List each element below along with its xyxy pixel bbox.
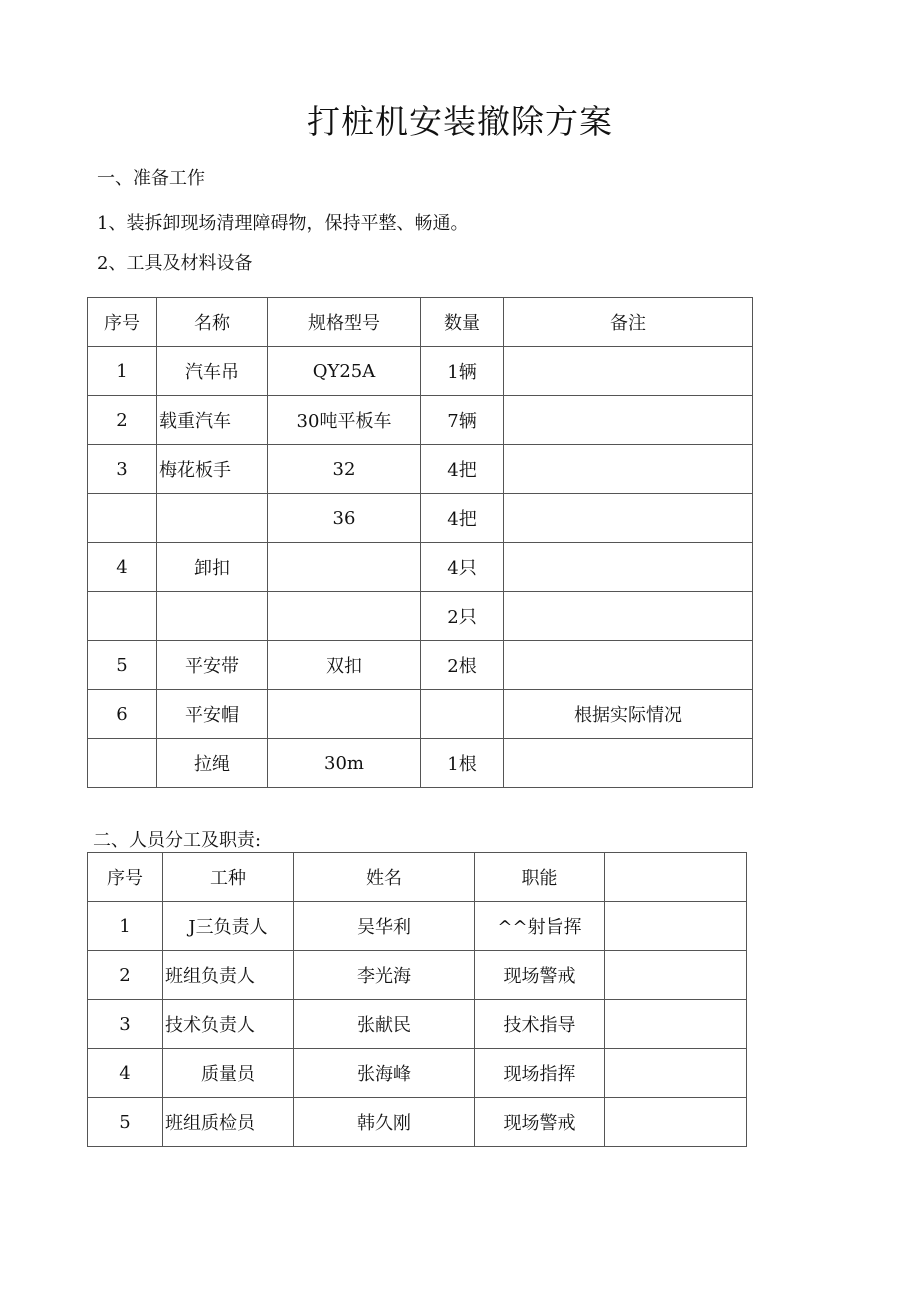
table-row	[88, 951, 747, 1000]
cell-remark	[504, 494, 753, 543]
cell-person-name: 韩久刚	[294, 1098, 475, 1147]
cell-spec	[268, 543, 421, 592]
table-row	[88, 494, 753, 543]
cell-person-name: 李光海	[294, 951, 475, 1000]
cell-remark	[504, 592, 753, 641]
header-cell: 姓名	[294, 853, 475, 902]
cell-index: 3	[88, 445, 157, 494]
header-cell: 职能	[475, 853, 605, 902]
cell-duty: 现场警戒	[475, 1098, 605, 1147]
cell-spec: 32	[268, 445, 421, 494]
cell-remark	[504, 641, 753, 690]
cell-index: 4	[88, 543, 157, 592]
header-cell: 数量	[421, 298, 504, 347]
cell-name: 梅花板手	[157, 445, 268, 494]
header-cell: 名称	[157, 298, 268, 347]
cell-remark	[504, 445, 753, 494]
table-row	[88, 739, 753, 788]
table-row	[88, 543, 753, 592]
cell-quantity: 4把	[421, 494, 504, 543]
cell-extra	[605, 1000, 747, 1049]
table-row	[88, 1000, 747, 1049]
section2-heading: 二、人员分工及职责:	[93, 830, 262, 851]
cell-quantity: 4只	[421, 543, 504, 592]
cell-name: 汽车吊	[157, 347, 268, 396]
header-cell: 工种	[163, 853, 294, 902]
cell-job: J三负责人	[163, 902, 294, 951]
cell-index: 6	[88, 690, 157, 739]
cell-job: 技术负责人	[163, 1000, 294, 1049]
cell-job: 质量员	[163, 1049, 294, 1098]
cell-index: 1	[88, 902, 163, 951]
cell-quantity: 7辆	[421, 396, 504, 445]
cell-spec: 30m	[268, 739, 421, 788]
cell-index: 2	[88, 396, 157, 445]
cell-job: 班组负责人	[163, 951, 294, 1000]
cell-person-name: 张献民	[294, 1000, 475, 1049]
document-title: 打桩机安装撤除方案	[307, 102, 613, 141]
cell-name	[157, 494, 268, 543]
cell-index	[88, 592, 157, 641]
cell-remark	[504, 739, 753, 788]
cell-remark	[504, 347, 753, 396]
cell-name: 卸扣	[157, 543, 268, 592]
table-row	[88, 690, 753, 739]
cell-job: 班组质检员	[163, 1098, 294, 1147]
table-row	[88, 445, 753, 494]
cell-index: 5	[88, 1098, 163, 1147]
header-cell: 序号	[88, 853, 163, 902]
section1-item1: 1、装拆卸现场清理障碍物，保持平整、畅通。	[97, 213, 469, 234]
cell-name: 载重汽车	[157, 396, 268, 445]
cell-remark	[504, 396, 753, 445]
cell-name: 拉绳	[157, 739, 268, 788]
table-row	[88, 1049, 747, 1098]
cell-quantity: 1根	[421, 739, 504, 788]
cell-spec: 30吨平板车	[268, 396, 421, 445]
cell-name: 平安帽	[157, 690, 268, 739]
table-row	[88, 641, 753, 690]
cell-spec: 36	[268, 494, 421, 543]
table-row	[88, 347, 753, 396]
header-cell: 规格型号	[268, 298, 421, 347]
header-cell	[605, 853, 747, 902]
cell-quantity: 1辆	[421, 347, 504, 396]
equipment-table-header	[88, 298, 753, 347]
cell-extra	[605, 902, 747, 951]
cell-index	[88, 739, 157, 788]
cell-spec: 双扣	[268, 641, 421, 690]
section1-heading: 一、准备工作	[97, 168, 205, 189]
equipment-table	[87, 297, 753, 788]
cell-duty: 现场指挥	[475, 1049, 605, 1098]
table-row	[88, 396, 753, 445]
header-cell: 备注	[504, 298, 753, 347]
cell-spec: QY25A	[268, 347, 421, 396]
cell-remark: 根据实际情况	[504, 690, 753, 739]
cell-quantity: 2根	[421, 641, 504, 690]
cell-index: 4	[88, 1049, 163, 1098]
table-row	[88, 592, 753, 641]
cell-quantity: 4把	[421, 445, 504, 494]
cell-spec	[268, 690, 421, 739]
section1-item2: 2、工具及材料设备	[97, 253, 253, 274]
cell-spec	[268, 592, 421, 641]
cell-remark	[504, 543, 753, 592]
cell-index: 5	[88, 641, 157, 690]
cell-person-name: 张海峰	[294, 1049, 475, 1098]
staff-table-header	[88, 853, 747, 902]
cell-extra	[605, 1049, 747, 1098]
cell-quantity: 2只	[421, 592, 504, 641]
cell-name: 平安带	[157, 641, 268, 690]
cell-index: 1	[88, 347, 157, 396]
cell-index: 3	[88, 1000, 163, 1049]
header-cell: 序号	[88, 298, 157, 347]
staff-table	[87, 852, 747, 1147]
cell-duty: ^^射旨挥	[475, 902, 605, 951]
cell-duty: 技术指导	[475, 1000, 605, 1049]
cell-quantity	[421, 690, 504, 739]
cell-person-name: 吴华利	[294, 902, 475, 951]
cell-index: 2	[88, 951, 163, 1000]
cell-extra	[605, 951, 747, 1000]
cell-name	[157, 592, 268, 641]
table-row	[88, 902, 747, 951]
cell-extra	[605, 1098, 747, 1147]
cell-duty: 现场警戒	[475, 951, 605, 1000]
cell-index	[88, 494, 157, 543]
table-row	[88, 1098, 747, 1147]
